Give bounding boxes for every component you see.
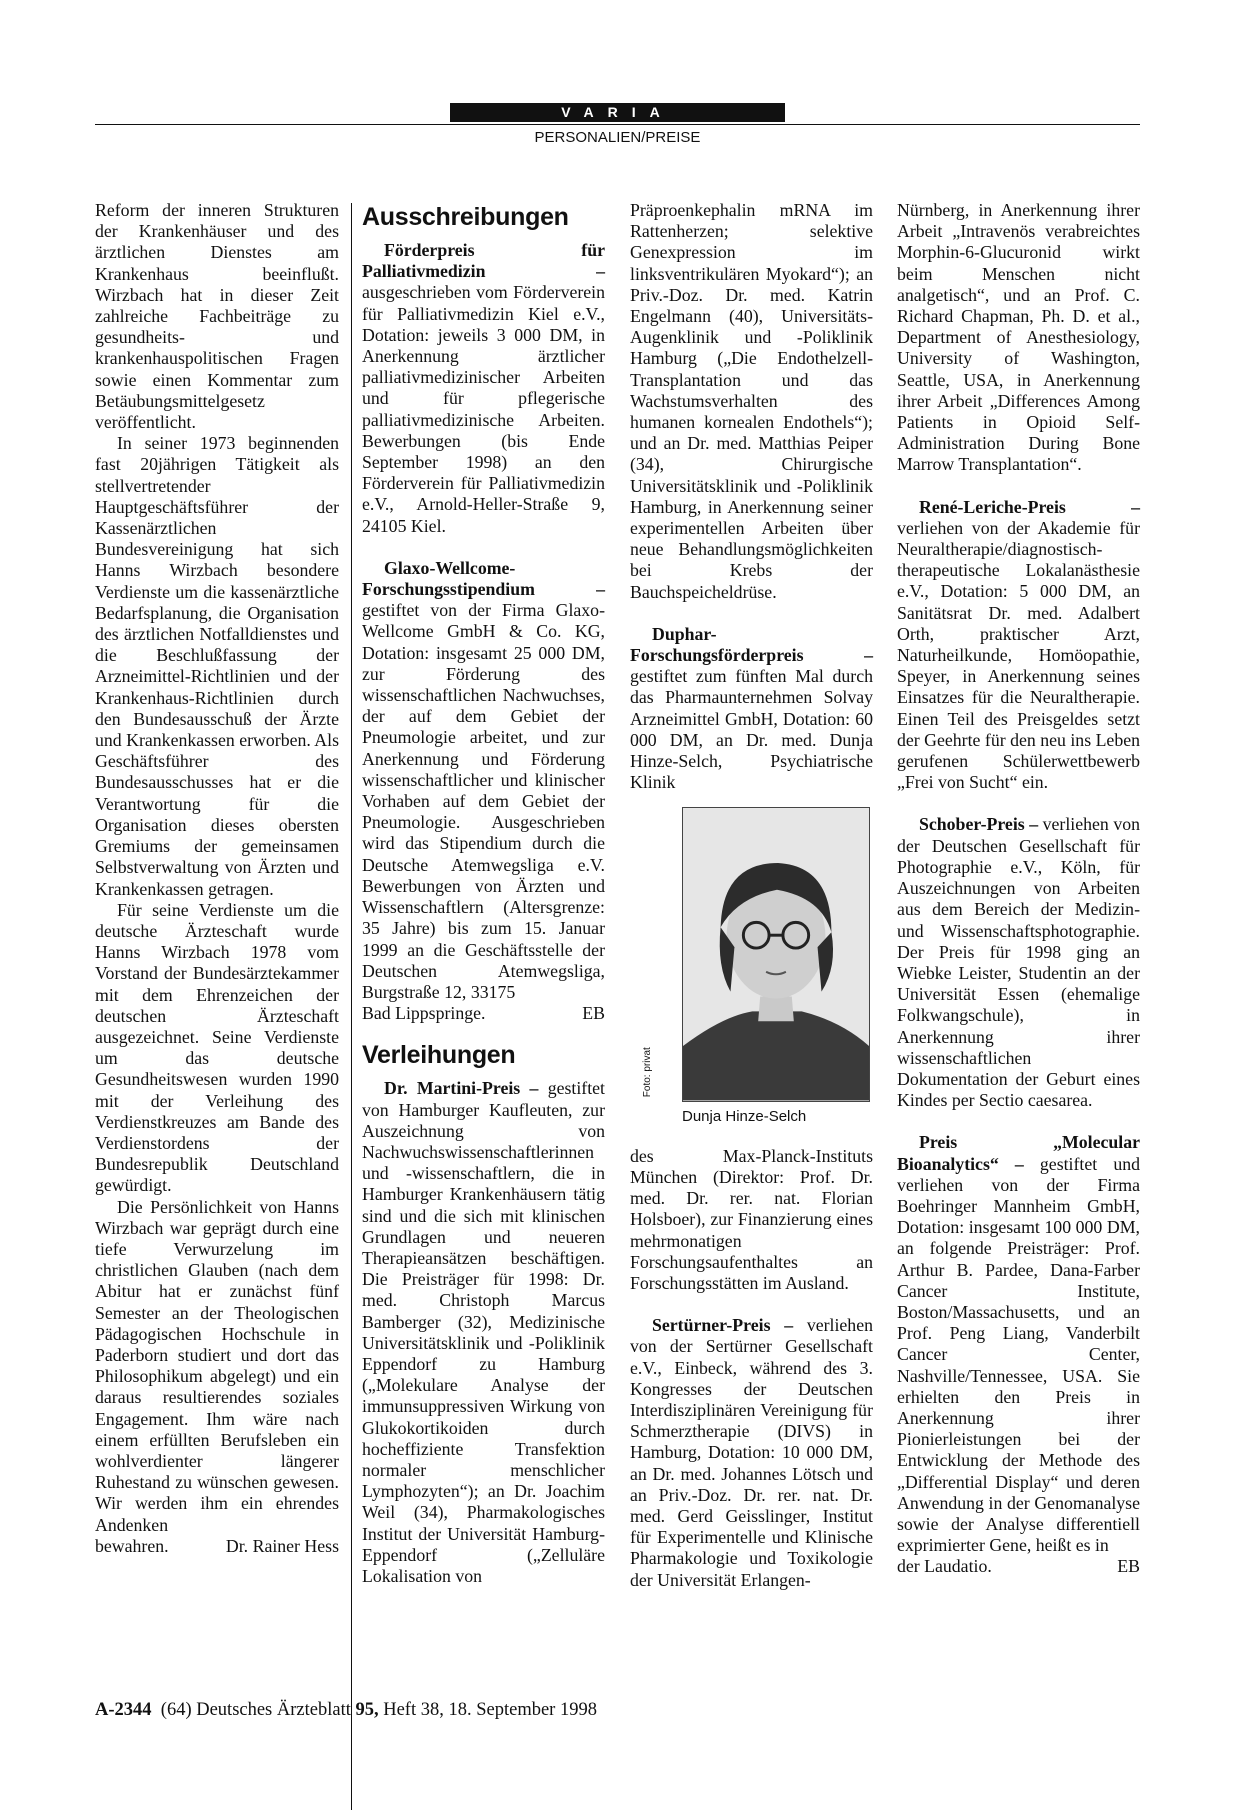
award-entry bbox=[897, 497, 1140, 794]
award-text: gestiftet von Hamburger Kaufleuten, zur Auszeichnung von Nachwuchswissenschaftlerinnen und -wissenschaftlern, die in Hamburger Krankenhäusern tätig sind und die sich mit klinischen Grundlagen und neueren Therapieansätzen beschäftigen. Die Preisträger für 1998: Dr. med. Christoph Marcus Bamberger (32), Medizinische Universitätsklinik und -Poliklinik Eppendorf zu Hamburg („Molekulare Analyse der immunsuppressiven Wirkung von Glukokortikoiden durch hocheffiziente Transfektion normaler menschlicher Lymphozyten“); an Dr. Joachim Weil (34), Pharmakologisches Institut der Universität Hamburg-Eppendorf („Zelluläre Lokalisation von bbox=[362, 1078, 605, 1586]
award-entry bbox=[630, 624, 873, 794]
award-entry bbox=[362, 240, 605, 537]
column-divider bbox=[351, 203, 352, 1810]
column-4 bbox=[897, 200, 1140, 1578]
portrait-image bbox=[682, 807, 870, 1102]
award-text: verliehen von der Akademie für Neuraltherapie/diagnostisch-therapeutische Lokalanästhesie e.V., Dotation: 5 000 DM, an Sanitätsrat Dr. med. Adalbert Orth, praktischer Arzt, Naturheilkunde, Homöopathie, Speyer, in Anerkennung seines Einsatzes für die Neuraltherapie. Einen Teil des Preisgeldes setzt der Geehrte für den neu ins Leben gerufenen Schülerwettbewerb „Frei von Sucht“ ein. bbox=[897, 517, 1140, 793]
award-title: René-Leriche-Preis – bbox=[919, 496, 1140, 517]
signature-line bbox=[362, 1003, 605, 1024]
award-entry bbox=[897, 1132, 1140, 1556]
header-rule bbox=[95, 124, 1140, 125]
portrait-photo bbox=[641, 807, 870, 1102]
column-3 bbox=[630, 200, 873, 1591]
heading-ausschreibungen: Ausschreibungen bbox=[362, 203, 569, 231]
subsection-label: PERSONALIEN/PREISE bbox=[534, 129, 701, 146]
photo-caption: Dunja Hinze-Selch bbox=[682, 1108, 807, 1126]
paragraph-end: der Laudatio. bbox=[897, 1556, 992, 1577]
award-title: Glaxo-Wellcome-Forschungsstipendium – bbox=[362, 557, 605, 600]
paragraph: Präproenkephalin mRNA im Rattenherzen; selektive Genexpression im linksventrikulären Myokard“); an Priv.-Doz. Dr. med. Katrin Engelmann (40), Universitäts-Augenklinik und -Poliklinik Hamburg („Die Endothelzell-Transplantation und das Wachstumsverhalten des humanen kornealen Endothels“); und an Dr. med. Matthias Peiper (34), Chirurgische Universitätsklinik und -Poliklinik Hamburg, in Anerkennung seiner experimentellen Arbeiten über neue Behandlungsmöglichkeiten bei Krebs der Bauchspeicheldrüse. bbox=[630, 200, 873, 602]
column-1 bbox=[95, 200, 339, 1557]
award-title: Duphar-Forschungsförderpreis – bbox=[630, 623, 873, 666]
paragraph: des Max-Planck-Instituts München (Direktor: Prof. Dr. med. Dr. rer. nat. Florian Holsboer), zur Finanzierung eines mehrmonatigen Forschungsaufenthaltes an Forschungsstätten im Ausland. bbox=[630, 1145, 873, 1293]
issue-info: Heft 38, 18. September 1998 bbox=[378, 1700, 597, 1720]
award-title: Sertürner-Preis – bbox=[652, 1315, 794, 1336]
page-footer bbox=[95, 1700, 597, 1721]
section-label: VARIA bbox=[450, 103, 785, 122]
award-text: verliehen von der Sertürner Gesellschaft e.V., Einbeck, während des 3. Kongresses der Deutschen Interdisziplinären Vereinigung für Schmerztherapie (DIVS) in Hamburg, Dotation: 10 000 DM, an Dr. med. Johannes Lötsch und an Priv.-Doz. Dr. rer. nat. Dr. med. Gerd Geisslinger, Institut für Experimentelle und Klinische Pharmakologie und Toxikologie der Universität Erlangen- bbox=[630, 1315, 873, 1590]
award-title: Förderpreis für Palliativmedizin – bbox=[362, 240, 605, 282]
award-title: Schober-Preis – bbox=[919, 814, 1039, 835]
award-text: gestiftet und verliehen von der Firma Boehringer Mannheim GmbH, Dotation: insgesamt 100 000 DM, an folgende Preisträger: Prof. Arthur B. Pardee, Dana-Farber Cancer Institute, Boston/Massachusetts, und an Prof. Peng Liang, Vanderbilt Cancer Center, Nashville/Tennessee, USA. Sie erhielten den Preis in Anerkennung ihrer Pionierleistungen bei der Entwicklung der Methode des „Differential Display“ und deren Anwendung in der Genomanalyse sowie der Analyse differentiell exprimierter Gene, heißt es in bbox=[897, 1153, 1140, 1556]
heading-verleihungen: Verleihungen bbox=[362, 1041, 516, 1070]
award-entry bbox=[630, 1315, 873, 1591]
paragraph: Die Persönlichkeit von Hanns Wirzbach war geprägt durch eine tiefe Verwurzelung im christlichen Glauben (nach dem Abitur hat er zunächst fünf Semester an der Theologischen Pädagogischen Hochschule in Paderborn studiert und dort das Philosophikum abgelegt) und ein daraus resultierendes soziales Engagement. Ihm wäre nach einem erfüllten Berufsleben ein wohlverdienter längerer Ruhestand zu wünschen gewesen. Wir werden ihm ein ehrendes Andenken bbox=[95, 1196, 339, 1535]
journal-name: (64) Deutsches Ärzteblatt bbox=[160, 1700, 356, 1720]
award-entry bbox=[362, 558, 605, 1003]
award-title: Dr. Martini-Preis – bbox=[384, 1078, 539, 1099]
award-text: gestiftet von der Firma Glaxo-Wellcome GmbH & Co. KG, Dotation: insgesamt 25 000 DM, zur Förderung des wissenschaftlichen Nachwuchses, der auf dem Gebiet der Pneumologie arbeitet, und zur Anerkennung und Förderung wissenschaftlicher und klinischer Vorhaben auf dem Gebiet der Pneumologie. Ausgeschrieben wird das Stipendium durch die Deutsche Atemwegsliga e.V. Bewerbungen von Ärzten und Wissenschaftlern (Altersgrenze: 35 Jahre) bis zum 15. Januar 1999 an die Geschäftsstelle der Deutschen Atemwegsliga, Burgstraße 12, 33175 bbox=[362, 600, 605, 1002]
award-text: ausgeschrieben vom Förderverein für Palliativmedizin Kiel e.V., Dotation: jeweils 3 000 DM, in Anerkennung ärztlicher palliativmedizinischer Arbeiten und für pflegerische palliativmedizinische Arbeiten. Bewerbungen (bis Ende September 1998) an den Förderverein für Palliativmedizin e.V., Arnold-Heller-Straße 9, 24105 Kiel. bbox=[362, 282, 605, 536]
volume-number: 95, bbox=[355, 1700, 379, 1720]
author-signature: Dr. Rainer Hess bbox=[225, 1535, 339, 1556]
award-entry bbox=[362, 1078, 605, 1587]
editor-signature: EB bbox=[1117, 1556, 1140, 1577]
photo-credit: Foto: privat bbox=[641, 1047, 653, 1098]
paragraph-end: Bad Lippspringe. bbox=[362, 1003, 486, 1024]
page-number: A-2344 bbox=[95, 1700, 152, 1720]
award-entry bbox=[897, 814, 1140, 1111]
paragraph: Nürnberg, in Anerkennung ihrer Arbeit „Intravenös verabreichtes Morphin-6-Glucuronid wirkt beim Menschen nicht analgetisch“, und an Prof. C. Richard Chapman, Ph. D. et al., Department of Anesthesiology, University of Washington, Seattle, USA, in Anerkennung ihrer Arbeit „Differences Among Patients in Opioid Self-Administration During Bone Marrow Transplantation“. bbox=[897, 200, 1140, 475]
signature-line bbox=[897, 1556, 1140, 1577]
award-text: verliehen von der Deutschen Gesellschaft für Photographie e.V., Köln, für Auszeichnungen von Arbeiten aus dem Bereich der Medizin- und Wissenschaftsphotographie. Der Preis für 1998 ging an Wiebke Leister, Studentin an der Universität Essen (ehemalige Folkwangschule), in Anerkennung ihrer wissenschaftlichen Dokumentation der Geburt eines Kindes per Sectio caesarea. bbox=[897, 814, 1140, 1111]
column-2 bbox=[362, 200, 605, 1587]
award-title: Preis „Molecular Bioanalytics“ – bbox=[897, 1132, 1140, 1174]
award-text: gestiftet zum fünften Mal durch das Pharmaunternehmen Solvay Arzneimittel GmbH, Dotation: 60 000 DM, an Dr. med. Dunja Hinze-Selch, Psychiatrische Klinik bbox=[630, 666, 873, 793]
paragraph-end: bewahren. bbox=[95, 1535, 169, 1556]
paragraph: In seiner 1973 beginnenden fast 20jährigen Tätigkeit als stellvertretender Hauptgeschäftsführer der Kassenärztlichen Bundesvereinigung hat sich Hanns Wirzbach besondere Verdienste um die kassenärztliche Bedarfsplanung, die Organisation des ärztlichen Notfalldienstes und die Beschlußfassung der Arzneimittel-Richtlinien und der Krankenhaus-Richtlinien durch den Bundesausschuß der Ärzte und Krankenkassen erworben. Als Geschäftsführer des Bundesausschusses hat er die Verantwortung für die Organisation dieses obersten Gremiums der gemeinsamen Selbstverwaltung von Ärzten und Krankenkassen getragen. bbox=[95, 433, 339, 899]
editor-signature: EB bbox=[582, 1003, 605, 1024]
paragraph: Für seine Verdienste um die deutsche Ärzteschaft wurde Hanns Wirzbach 1978 vom Vorstand der Bundesärztekammer mit dem Ehrenzeichen der deutschen Ärzteschaft ausgezeichnet. Seine Verdienste um das deutsche Gesundheitswesen wurden 1990 mit der Verleihung des Verdienstkreuzes am Bande des Verdienstordens der Bundesrepublik Deutschland gewürdigt. bbox=[95, 899, 339, 1196]
paragraph: Reform der inneren Strukturen der Krankenhäuser und des ärztlichen Dienstes am Krankenhaus beeinflußt. Wirzbach hat in dieser Zeit zahlreiche Fachbeiträge zu gesundheits- und krankenhauspolitischen Fragen sowie einen Kommentar zum Betäubungsmittelgesetz veröffentlicht. bbox=[95, 200, 339, 433]
author-line bbox=[95, 1536, 339, 1557]
